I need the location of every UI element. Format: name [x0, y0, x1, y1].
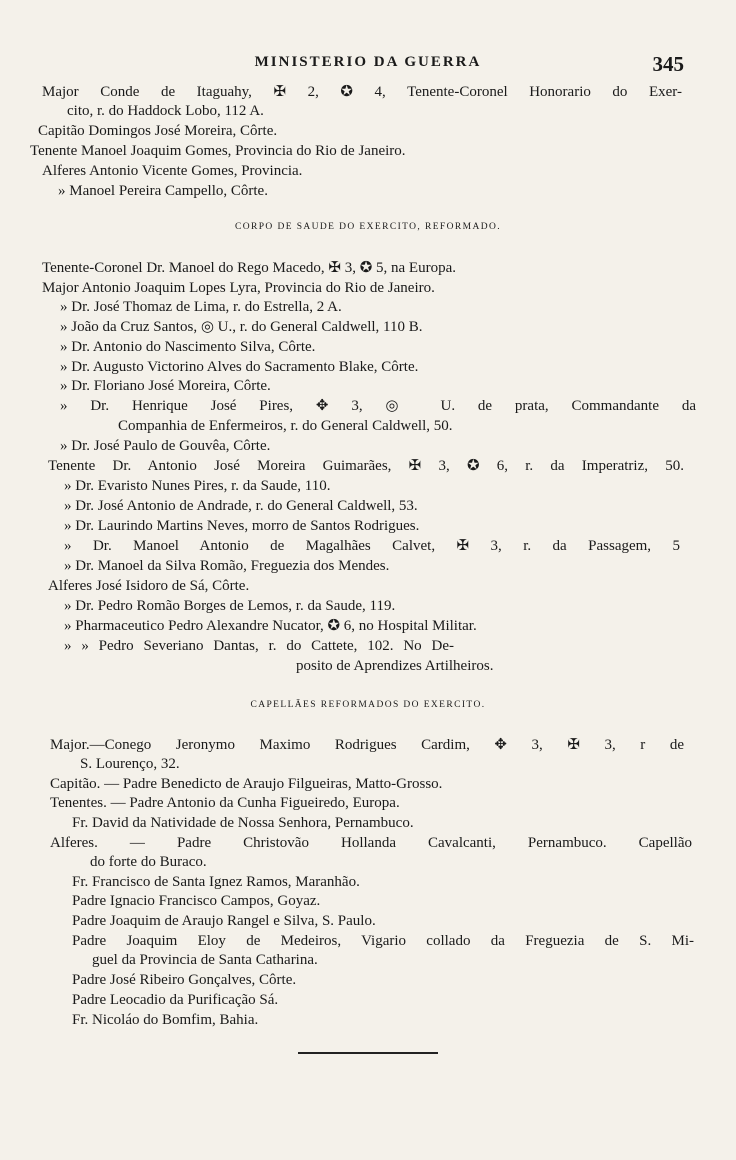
text-line: » Dr. Manoel Antonio de Magalhães Calvet, ✠ 3, r. da Passagem, 5 — [64, 538, 680, 554]
text-line: Major.—Conego Jeronymo Maximo Rodrigues Cardim, ✥ 3, ✠ 3, r de — [50, 737, 684, 753]
page-header — [0, 52, 736, 76]
text-line: » Dr. Laurindo Martins Neves, morro de Santos Rodrigues. — [64, 518, 420, 534]
text-line: Padre Ignacio Francisco Campos, Goyaz. — [72, 893, 321, 909]
end-rule — [298, 1052, 438, 1054]
section-title-capellaes: CAPELLÃES REFORMADOS DO EXERCITO. — [250, 700, 486, 710]
text-line: Fr. Nicoláo do Bomfim, Bahia. — [72, 1012, 259, 1028]
text-line: » Dr. Augusto Victorino Alves do Sacramento Blake, Côrte. — [60, 359, 419, 375]
text-line: Fr. David da Natividade de Nossa Senhora, Pernambuco. — [72, 815, 414, 831]
text-line: » Dr. José Paulo de Gouvêa, Côrte. — [60, 438, 271, 454]
text-line: Tenente Dr. Antonio José Moreira Guimarães, ✠ 3, ✪ 6, r. da Imperatriz, 50. — [48, 458, 684, 474]
text-line: Padre Leocadio da Purificação Sá. — [72, 992, 279, 1008]
text-line: Tenente Manoel Joaquim Gomes, Provincia do Rio de Janeiro. — [30, 143, 406, 159]
section-title-corpo-de-saude: CORPO DE SAUDE DO EXERCITO, REFORMADO. — [235, 222, 501, 232]
text-line: posito de Aprendizes Artilheiros. — [296, 658, 494, 674]
text-line: do forte do Buraco. — [90, 854, 207, 870]
text-line: » Dr. José Antonio de Andrade, r. do General Caldwell, 53. — [64, 498, 418, 514]
text-line: Padre Joaquim Eloy de Medeiros, Vigario collado da Freguezia de S. Mi- — [72, 933, 694, 949]
text-line: » Dr. Antonio do Nascimento Silva, Côrte. — [60, 339, 316, 355]
text-line: Fr. Francisco de Santa Ignez Ramos, Maranhão. — [72, 874, 360, 890]
text-line: » Dr. Manoel da Silva Romão, Freguezia dos Mendes. — [64, 558, 390, 574]
text-line: » Dr. Pedro Romão Borges de Lemos, r. da Saude, 119. — [64, 598, 396, 614]
text-line: Capitão Domingos José Moreira, Côrte. — [38, 123, 278, 139]
text-line: cito, r. do Haddock Lobo, 112 A. — [67, 103, 264, 119]
text-line: guel da Provincia de Santa Catharina. — [92, 952, 318, 968]
text-line: » » Pedro Severiano Dantas, r. do Cattete, 102. No De- — [64, 638, 454, 654]
text-line: Padre Joaquim de Araujo Rangel e Silva, S. Paulo. — [72, 913, 376, 929]
text-line: » Dr. José Thomaz de Lima, r. do Estrella, 2 A. — [60, 299, 342, 315]
text-line: Tenentes. — Padre Antonio da Cunha Figueiredo, Europa. — [50, 795, 400, 811]
text-line: » Manoel Pereira Campello, Côrte. — [58, 183, 268, 199]
text-line: Companhia de Enfermeiros, r. do General Caldwell, 50. — [118, 418, 453, 434]
text-line: Tenente-Coronel Dr. Manoel do Rego Macedo, ✠ 3, ✪ 5, na Europa. — [42, 260, 456, 276]
text-line: Padre José Ribeiro Gonçalves, Côrte. — [72, 972, 297, 988]
text-line: » Dr. Evaristo Nunes Pires, r. da Saude, 110. — [64, 478, 331, 494]
text-line: Capitão. — Padre Benedicto de Araujo Filgueiras, Matto-Grosso. — [50, 776, 443, 792]
text-line: Alferes Antonio Vicente Gomes, Provincia. — [42, 163, 303, 179]
text-line: S. Lourenço, 32. — [80, 756, 180, 772]
text-line: » Pharmaceutico Pedro Alexandre Nucator, ✪ 6, no Hospital Militar. — [64, 618, 477, 634]
text-line: » Dr. Henrique José Pires, ✥ 3, ◎ U. de prata, Commandante da — [60, 398, 696, 414]
text-line: » João da Cruz Santos, ◎ U., r. do General Caldwell, 110 B. — [60, 319, 423, 335]
text-line: Alferes José Isidoro de Sá, Côrte. — [48, 578, 250, 594]
page-number: 345 — [652, 52, 684, 76]
running-title: MINISTERIO DA GUERRA — [254, 54, 482, 70]
text-line: Alferes. — Padre Christovão Hollanda Cavalcanti, Pernambuco. Capellão — [50, 835, 692, 851]
text-line: Major Antonio Joaquim Lopes Lyra, Provincia do Rio de Janeiro. — [42, 280, 435, 296]
text-line: » Dr. Floriano José Moreira, Côrte. — [60, 378, 271, 394]
text-line: Major Conde de Itaguahy, ✠ 2, ✪ 4, Tenente-Coronel Honorario do Exer- — [42, 84, 682, 100]
